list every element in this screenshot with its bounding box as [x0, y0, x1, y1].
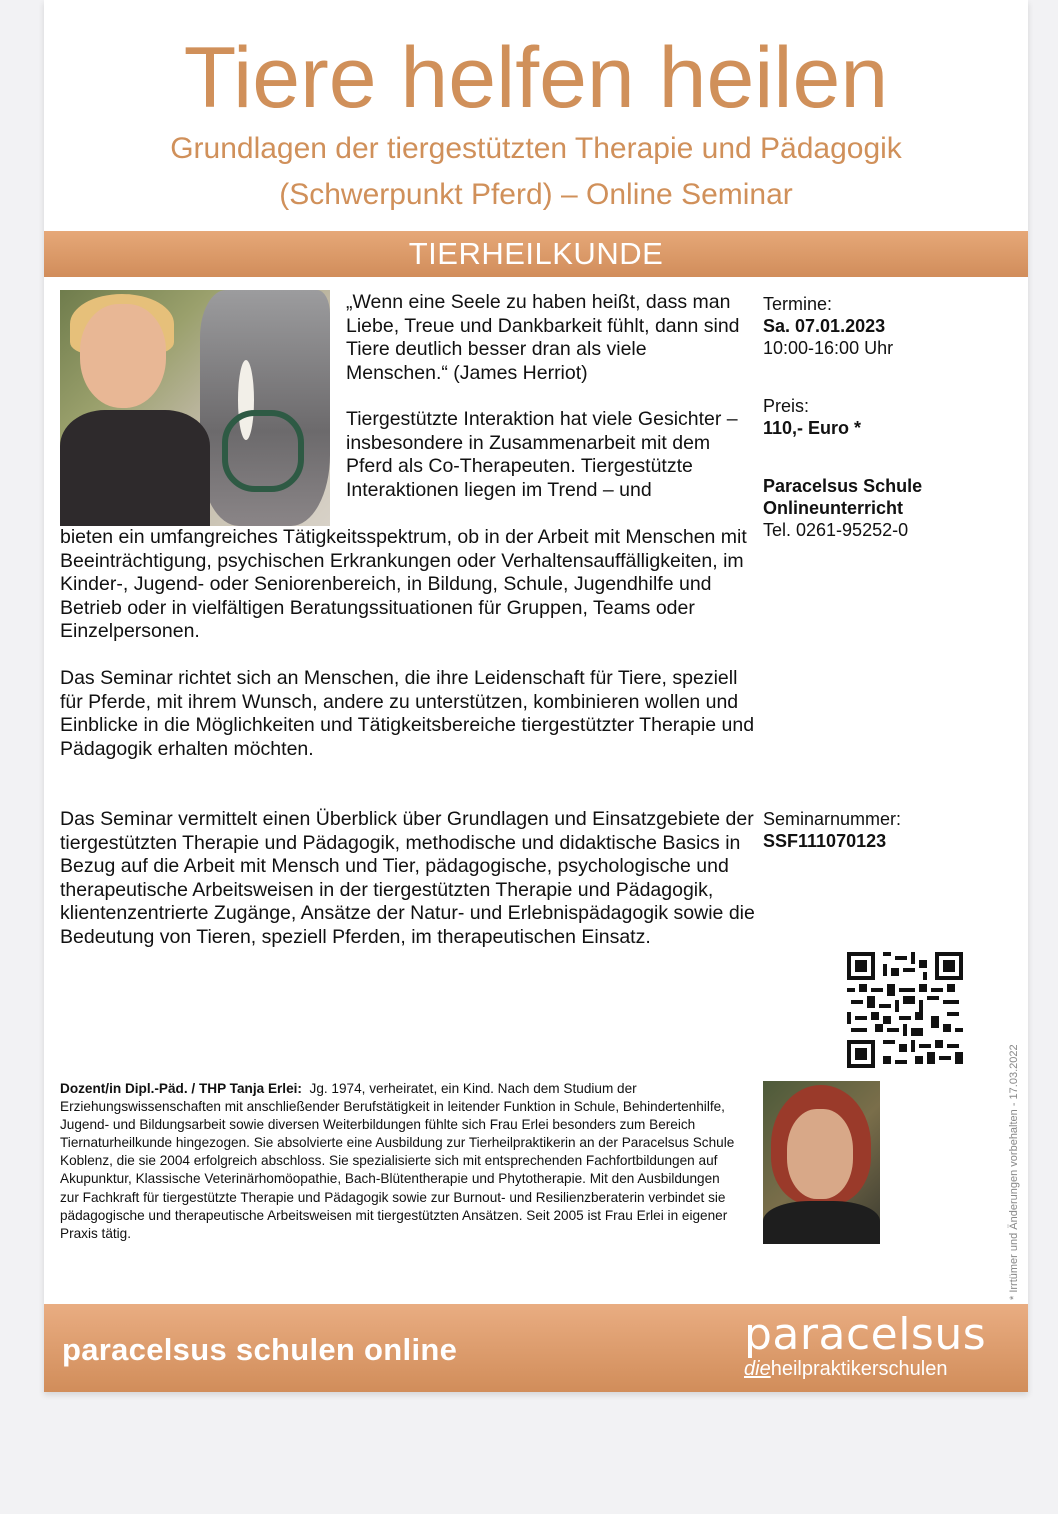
preis-block	[763, 395, 1003, 439]
subtitle-line-1: Grundlagen der tiergestützten Therapie und Pädagogik	[170, 132, 902, 165]
school-phone[interactable]: Tel. 0261-95252-0	[763, 520, 909, 540]
school-name: Paracelsus Schule	[763, 476, 923, 496]
logo-sub-text: dieheilpraktikerschulen	[744, 1358, 948, 1380]
preis-value: 110,- Euro *	[763, 418, 862, 438]
paragraph-2: Das Seminar richtet sich an Menschen, die ihre Leidenschaft für Tiere, speziell für Pferde, mit ihrem Wunsch, andere zu unterstützen, kombinieren wollen und Einblicke in die Möglichkeiten und Tätigkeitsbereiche tiergestützter Therapie und Pädagogik erhalten möchten.	[60, 667, 755, 760]
paracelsus-logo	[744, 1309, 987, 1380]
subtitle-line-2: (Schwerpunkt Pferd) – Online Seminar	[279, 178, 793, 211]
seminar-number-block	[763, 808, 1003, 852]
flyer-page	[44, 0, 1028, 1392]
preis-label: Preis:	[763, 396, 810, 416]
lecturer-bio	[60, 1080, 740, 1243]
paragraph-1-rest: bieten ein umfangreiches Tätigkeitsspektrum, ob in der Arbeit mit Menschen mit Beeinträchtigung, psychischen Erkrankungen oder Verhaltensauffälligkeiten, im Kinder-, Jugend- oder Seniorenbereich, in Bildung, Schule, Jugendhilfe und Betrieb oder in vielfältigen Beratungssituationen für Gruppen, Teams oder Einzelpersonen.	[60, 526, 747, 642]
seminar-number: SSF111070123	[763, 831, 887, 851]
girl-body-shape	[60, 410, 210, 526]
lecturer-text: Jg. 1974, verheiratet, ein Kind. Nach dem Studium der Erziehungswissenschaften mit anschließender Berufstätigkeit in leitender Funktion in Schule, Behindertenhilfe, Jugend- und Bildungsarbeit sowie diversen Weiterbildungen fühlte sich Frau Erlei besonders zum Bereich Tiernaturheilkunde hingezogen. Sie absolvierte eine Ausbildung zur Tierheilpraktikerin an der Paracelsus Schule Koblenz, die sie 2004 erfolgreich abschloss. Sie spezialisierte sich mit entsprechenden Fachfortbildungen auf Akupunktur, Klassische Veterinärhomöopathie, Bach-Blütentherapie und Phytotherapie. Mit den Ausbildungen zur Fachkraft für tiergestützte Therapie und Pädagogik sowie zur Burnout- und Resilienzberaterin verbindet sie pädagogische und therapeutische Arbeitsweisen mit tiergestützten Ansätzen. Seit 2005 ist Frau Erlei in eigener Praxis tätig.	[60, 1081, 735, 1241]
girl-face-shape	[80, 304, 166, 408]
footer-brand-text: paracelsus schulen online	[62, 1332, 458, 1367]
seminar-time: 10:00-16:00 Uhr	[763, 338, 894, 358]
paragraph-3: Das Seminar vermittelt einen Überblick über Grundlagen und Einsatzgebiete der tiergestützten Therapie und Pädagogik, methodische und didaktische Basics in Bezug auf die Arbeit mit Mensch und Tier, pädagogische, psychologische und therapeutische Arbeitsweisen in der tiergestützten Therapie und Pädagogik, klientenzentrierte Zugänge, Ansätze der Natur- und Erlebnispädagogik sowie die Bedeutung von Tieren, speziell Pferden, im therapeutischen Einsatz.	[60, 808, 755, 948]
paragraph-1-top: Tiergestützte Interaktion hat viele Gesichter – insbesondere in Zusammenarbeit mit dem Pferd als Co-Therapeuten. Tiergestützte Interaktionen liegen im Trend – und	[346, 408, 738, 501]
qr-code-icon[interactable]	[847, 952, 963, 1068]
lecturer-face-shape	[787, 1109, 853, 1199]
lecturer-photo	[763, 1081, 880, 1244]
disclaimer-text: * Irrtümer und Änderungen vorbehalten - 17.03.2022	[1008, 1044, 1020, 1300]
seminar-number-label: Seminarnummer:	[763, 809, 902, 829]
intro-quote: „Wenn eine Seele zu haben heißt, dass man Liebe, Treue und Dankbarkeit fühlt, dann sind Tiere deutlich besser dran als viele Menschen.“ (James Herriot)	[346, 291, 740, 384]
school-block	[763, 475, 1003, 541]
termine-block	[763, 293, 1003, 359]
girl-with-horse-photo	[60, 290, 330, 526]
category-band: TIERHEILKUNDE	[44, 231, 1028, 277]
page-title: Tiere helfen heilen	[183, 30, 889, 126]
page-subtitle	[44, 126, 1028, 218]
school-mode: Onlineunterricht	[763, 498, 904, 518]
seminar-date: Sa. 07.01.2023	[763, 316, 886, 336]
footer-band	[44, 1304, 1028, 1392]
horse-halter-shape	[222, 410, 304, 492]
lecturer-name: Dozent/in Dipl.-Päd. / THP Tanja Erlei:	[60, 1081, 302, 1096]
lecturer-shirt-shape	[763, 1201, 880, 1244]
logo-main-text: paracelsus	[744, 1309, 987, 1360]
termine-label: Termine:	[763, 294, 833, 314]
